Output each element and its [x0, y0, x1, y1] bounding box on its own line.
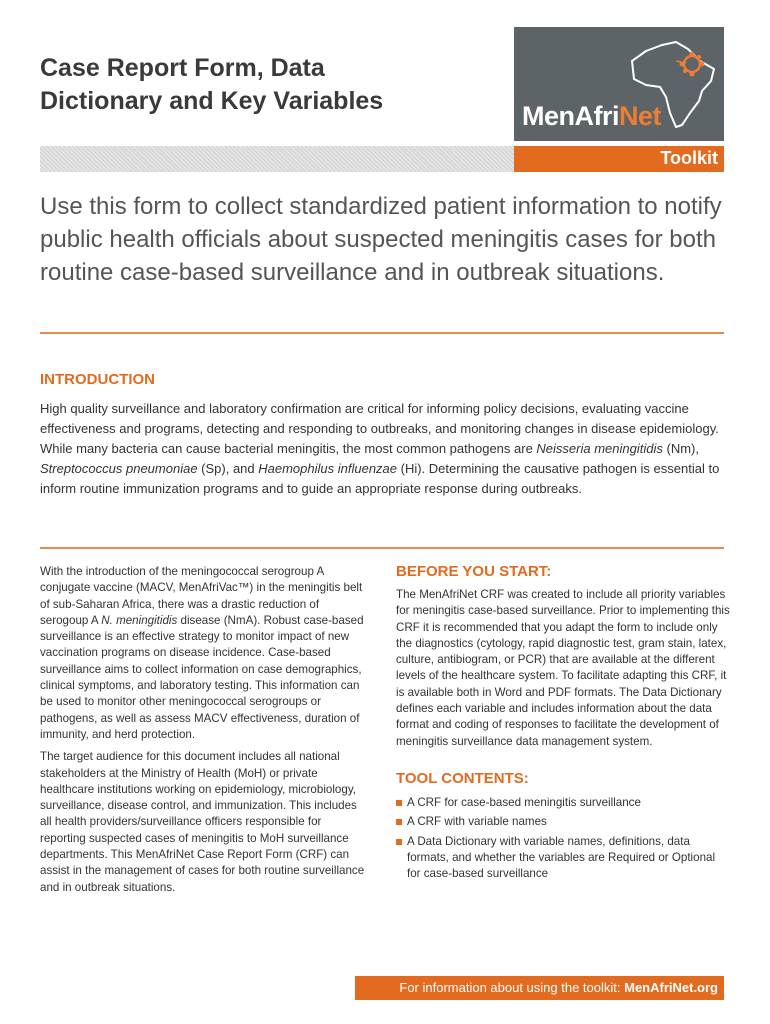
document-title — [40, 52, 480, 118]
divider-middle — [40, 547, 724, 549]
list-item: A CRF for case-based meningitis surveillance — [396, 795, 730, 811]
square-bullet-icon — [396, 800, 402, 806]
pathogen-nm: Neisseria meningitidis — [536, 441, 663, 456]
pathogen-sp: Streptococcus pneumoniae — [40, 461, 198, 476]
logo-wordmark — [522, 101, 661, 132]
introduction-text: High quality surveillance and laboratory confirmation are critical for informing policy decisions, evaluating vaccine effectiveness and programs, detecting and responding to outbreaks, and monitoring changes in disease epidemiology. While many bacteria can cause bacterial meningitis, the most common pathogens are Neisseria meningitidis (Nm), Streptococcus pneumoniae (Sp), and Haemophilus influenzae (Hi). Determining the causative pathogen is essential to inform routine immunization programs and to guide an appropriate response during outbreaks. — [40, 401, 720, 496]
toolkit-bar — [514, 146, 724, 172]
pathogen-hi: Haemophilus influenzae — [258, 461, 398, 476]
before-you-start-text: The MenAfriNet CRF was created to include all priority variables for meningitis case-based surveillance. Prior to implementing this CRF it is recommended that you adapt the form to include only the diagnostics (cytology, rapid diagnostic test, gram stain, latex, culture, antibiogram, or PCR) that are available at the different levels of the healthcare system. To facilitate adapting this CRF, it is available both in Word and PDF formats. The Data Dictionary defines each variable and includes information about the data format and coding of responses to facilitate the development of meningitis surveillance data management system. — [396, 588, 730, 748]
header-stripe-bar — [40, 146, 514, 172]
square-bullet-icon — [396, 839, 402, 845]
menafrinet-logo — [514, 27, 724, 141]
logo-text-orange: Net — [619, 101, 662, 131]
left-paragraph-1: With the introduction of the meningococcal serogroup A conjugate vaccine (MACV, MenAfriVac™) in the meningitis belt of sub-Saharan Africa, there was a drastic reduction of serogoup A N. meningitidis disease (NmA). Robust case-based surveillance is an effective strategy to monitor impact of new vaccination programs on disease incidence. Case-based surveillance aims to collect information on case demographics, clinical symptoms, and laboratory testing. This information can be used to monitor other meningococcal serogroups or pathogens, as well as assess MACV effectiveness, duration of immunity, and herd protection. — [40, 565, 364, 741]
left-paragraph-2: The target audience for this document includes all national stakeholders at the Ministry of Health (MoH) or private healthcare institutions working on epidemiology, microbiology, surveillance, disease control, and immunization. This includes all health providers/surveillance officers responsible for reporting suspected cases of meningitis to MoH surveillance departments. This MenAfriNet Case Report Form (CRF) can assist in the management of cases for both routine surveillance and in outbreak situations. — [40, 750, 365, 894]
right-column — [396, 563, 730, 885]
tool-contents-heading: TOOL CONTENTS: — [396, 769, 529, 787]
footer-link[interactable]: MenAfriNet.org — [624, 980, 718, 995]
toolkit-label: Toolkit — [660, 148, 718, 168]
title-line-2: Dictionary and Key Variables — [40, 87, 384, 115]
list-item: A CRF with variable names — [396, 814, 730, 830]
left-column — [40, 564, 370, 896]
lead-paragraph: Use this form to collect standardized patient information to notify public health officials about suspected meningitis cases for both routine case-based surveillance and in outbreak situations. — [40, 193, 722, 286]
footer-text: For information about using the toolkit: MenAfriNet.org — [399, 980, 718, 995]
square-bullet-icon — [396, 819, 402, 825]
introduction-heading: INTRODUCTION — [40, 371, 155, 388]
tool-contents-list — [396, 795, 730, 882]
list-item: A Data Dictionary with variable names, definitions, data formats, and whether the variables are Required or Optional for case-based surveillance — [396, 834, 730, 883]
footer-bar — [355, 976, 724, 1000]
logo-text-white: MenAfri — [522, 101, 619, 131]
divider-top — [40, 332, 724, 334]
before-you-start-heading: BEFORE YOU START: — [396, 563, 552, 580]
title-line-1: Case Report Form, Data — [40, 54, 325, 82]
